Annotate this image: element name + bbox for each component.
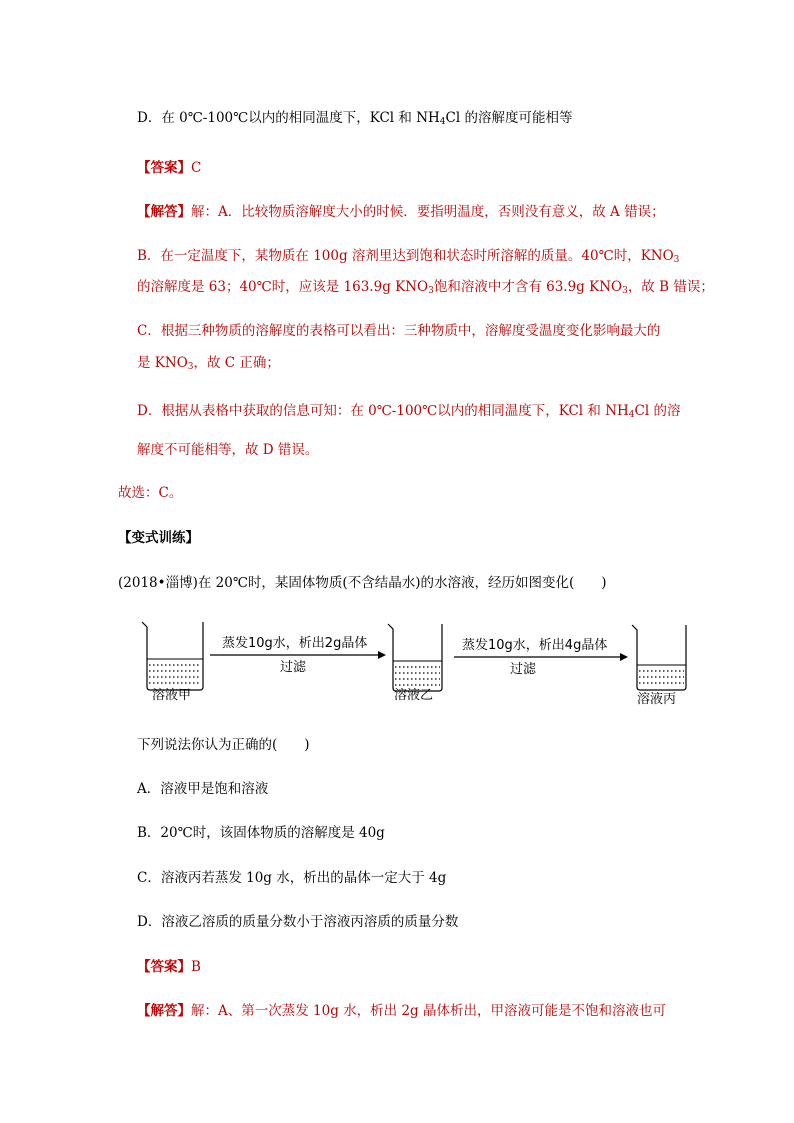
- option-b: B．20℃时，该固体物质的溶解度是 40g: [137, 825, 385, 841]
- prev-option-d-suffix: Cl 的溶解度可能相等: [445, 110, 573, 126]
- analysis-c2-text: 是 KNO: [137, 355, 188, 371]
- option-a: A．溶液甲是饱和溶液: [137, 781, 269, 797]
- beaker-label-jia: 溶液甲: [152, 688, 192, 703]
- analysis-tag: 【解答】: [137, 204, 191, 220]
- step1-label-below: 过滤: [280, 660, 307, 675]
- analysis-d-suffix: Cl 的溶: [634, 403, 681, 419]
- analysis-d-sub: 4: [628, 410, 635, 420]
- conclusion-text: 故选：C。: [118, 485, 183, 501]
- analysis-b2-sub2: 3: [622, 286, 628, 296]
- arrow-step1-head-icon: [378, 651, 386, 659]
- question-stem: (2018•淄博)在 20℃时，某固体物质(不含结晶水)的水溶液，经历如图变化( ): [118, 575, 607, 591]
- beaker-label-bing: 溶液丙: [637, 692, 677, 707]
- analysis-d-text: D．根据从表格中获取的信息可知：在 0℃-100℃以内的相同温度下，KCl 和 NH: [137, 403, 629, 419]
- question-prompt: 下列说法你认为正确的( ): [137, 737, 310, 753]
- analysis-b2-sub1: 3: [428, 286, 434, 296]
- analysis-b-text: B．在一定温度下，某物质在 100g 溶剂里达到饱和状态时所溶解的质量。40℃时，KNO: [137, 248, 674, 264]
- section-title: 【变式训练】: [118, 530, 199, 546]
- prev-option-d-text: D．在 0℃-100℃以内的相同温度下，KCl 和 NH: [137, 110, 440, 126]
- analysis-c2-sub: 3: [187, 362, 194, 372]
- analysis-tag: 【解答】: [137, 1003, 191, 1019]
- step2-label-below: 过滤: [510, 662, 537, 677]
- beaker-label-yi: 溶液乙: [394, 688, 434, 703]
- answer-tag: 【答案】: [137, 959, 191, 975]
- analysis-b2-text2: 饱和溶液中才含有 63.9g KNO: [433, 279, 623, 295]
- beaker-jia-icon: [142, 622, 203, 690]
- beaker-yi-icon: [388, 624, 442, 691]
- prev-option-d-sub: 4: [439, 117, 446, 127]
- analysis-b2-text1: 的溶解度是 63；40℃时，应该是 163.9g KNO: [137, 279, 429, 295]
- option-c: C．溶液丙若蒸发 10g 水，析出的晶体一定大于 4g: [137, 870, 447, 886]
- analysis-c2-suffix: ，故 C 正确；: [193, 355, 280, 371]
- analysis-a-text: 解：A．比较物质溶解度大小的时候．要指明温度，否则没有意义，故 A 错误；: [191, 204, 665, 220]
- analysis-text: 解：A、第一次蒸发 10g 水，析出 2g 晶体析出，甲溶液可能是不饱和溶液也可: [191, 1003, 666, 1019]
- analysis-c-text: C．根据三种物质的溶解度的表格可以看出：三种物质中，溶解度受温度变化影响最大的: [137, 323, 661, 339]
- step1-label-above: 蒸发10g水，析出2g晶体: [222, 636, 368, 651]
- answer-value: B: [191, 959, 201, 975]
- analysis-b2-text3: ，故 B 错误；: [627, 279, 714, 295]
- arrow-step2-head-icon: [620, 653, 628, 661]
- step2-label-above: 蒸发10g水，析出4g晶体: [462, 638, 608, 653]
- answer-value: C: [191, 160, 202, 176]
- analysis-b-sub: 3: [673, 255, 680, 265]
- answer-tag: 【答案】: [137, 160, 191, 176]
- option-d: D．溶液乙溶质的质量分数小于溶液丙溶质的质量分数: [137, 914, 459, 930]
- question-analysis: [137, 1001, 666, 1021]
- beaker-bing-icon: [632, 625, 686, 690]
- analysis-d2-text: 解度不可能相等，故 D 错误。: [137, 442, 319, 458]
- question-answer: [137, 957, 201, 977]
